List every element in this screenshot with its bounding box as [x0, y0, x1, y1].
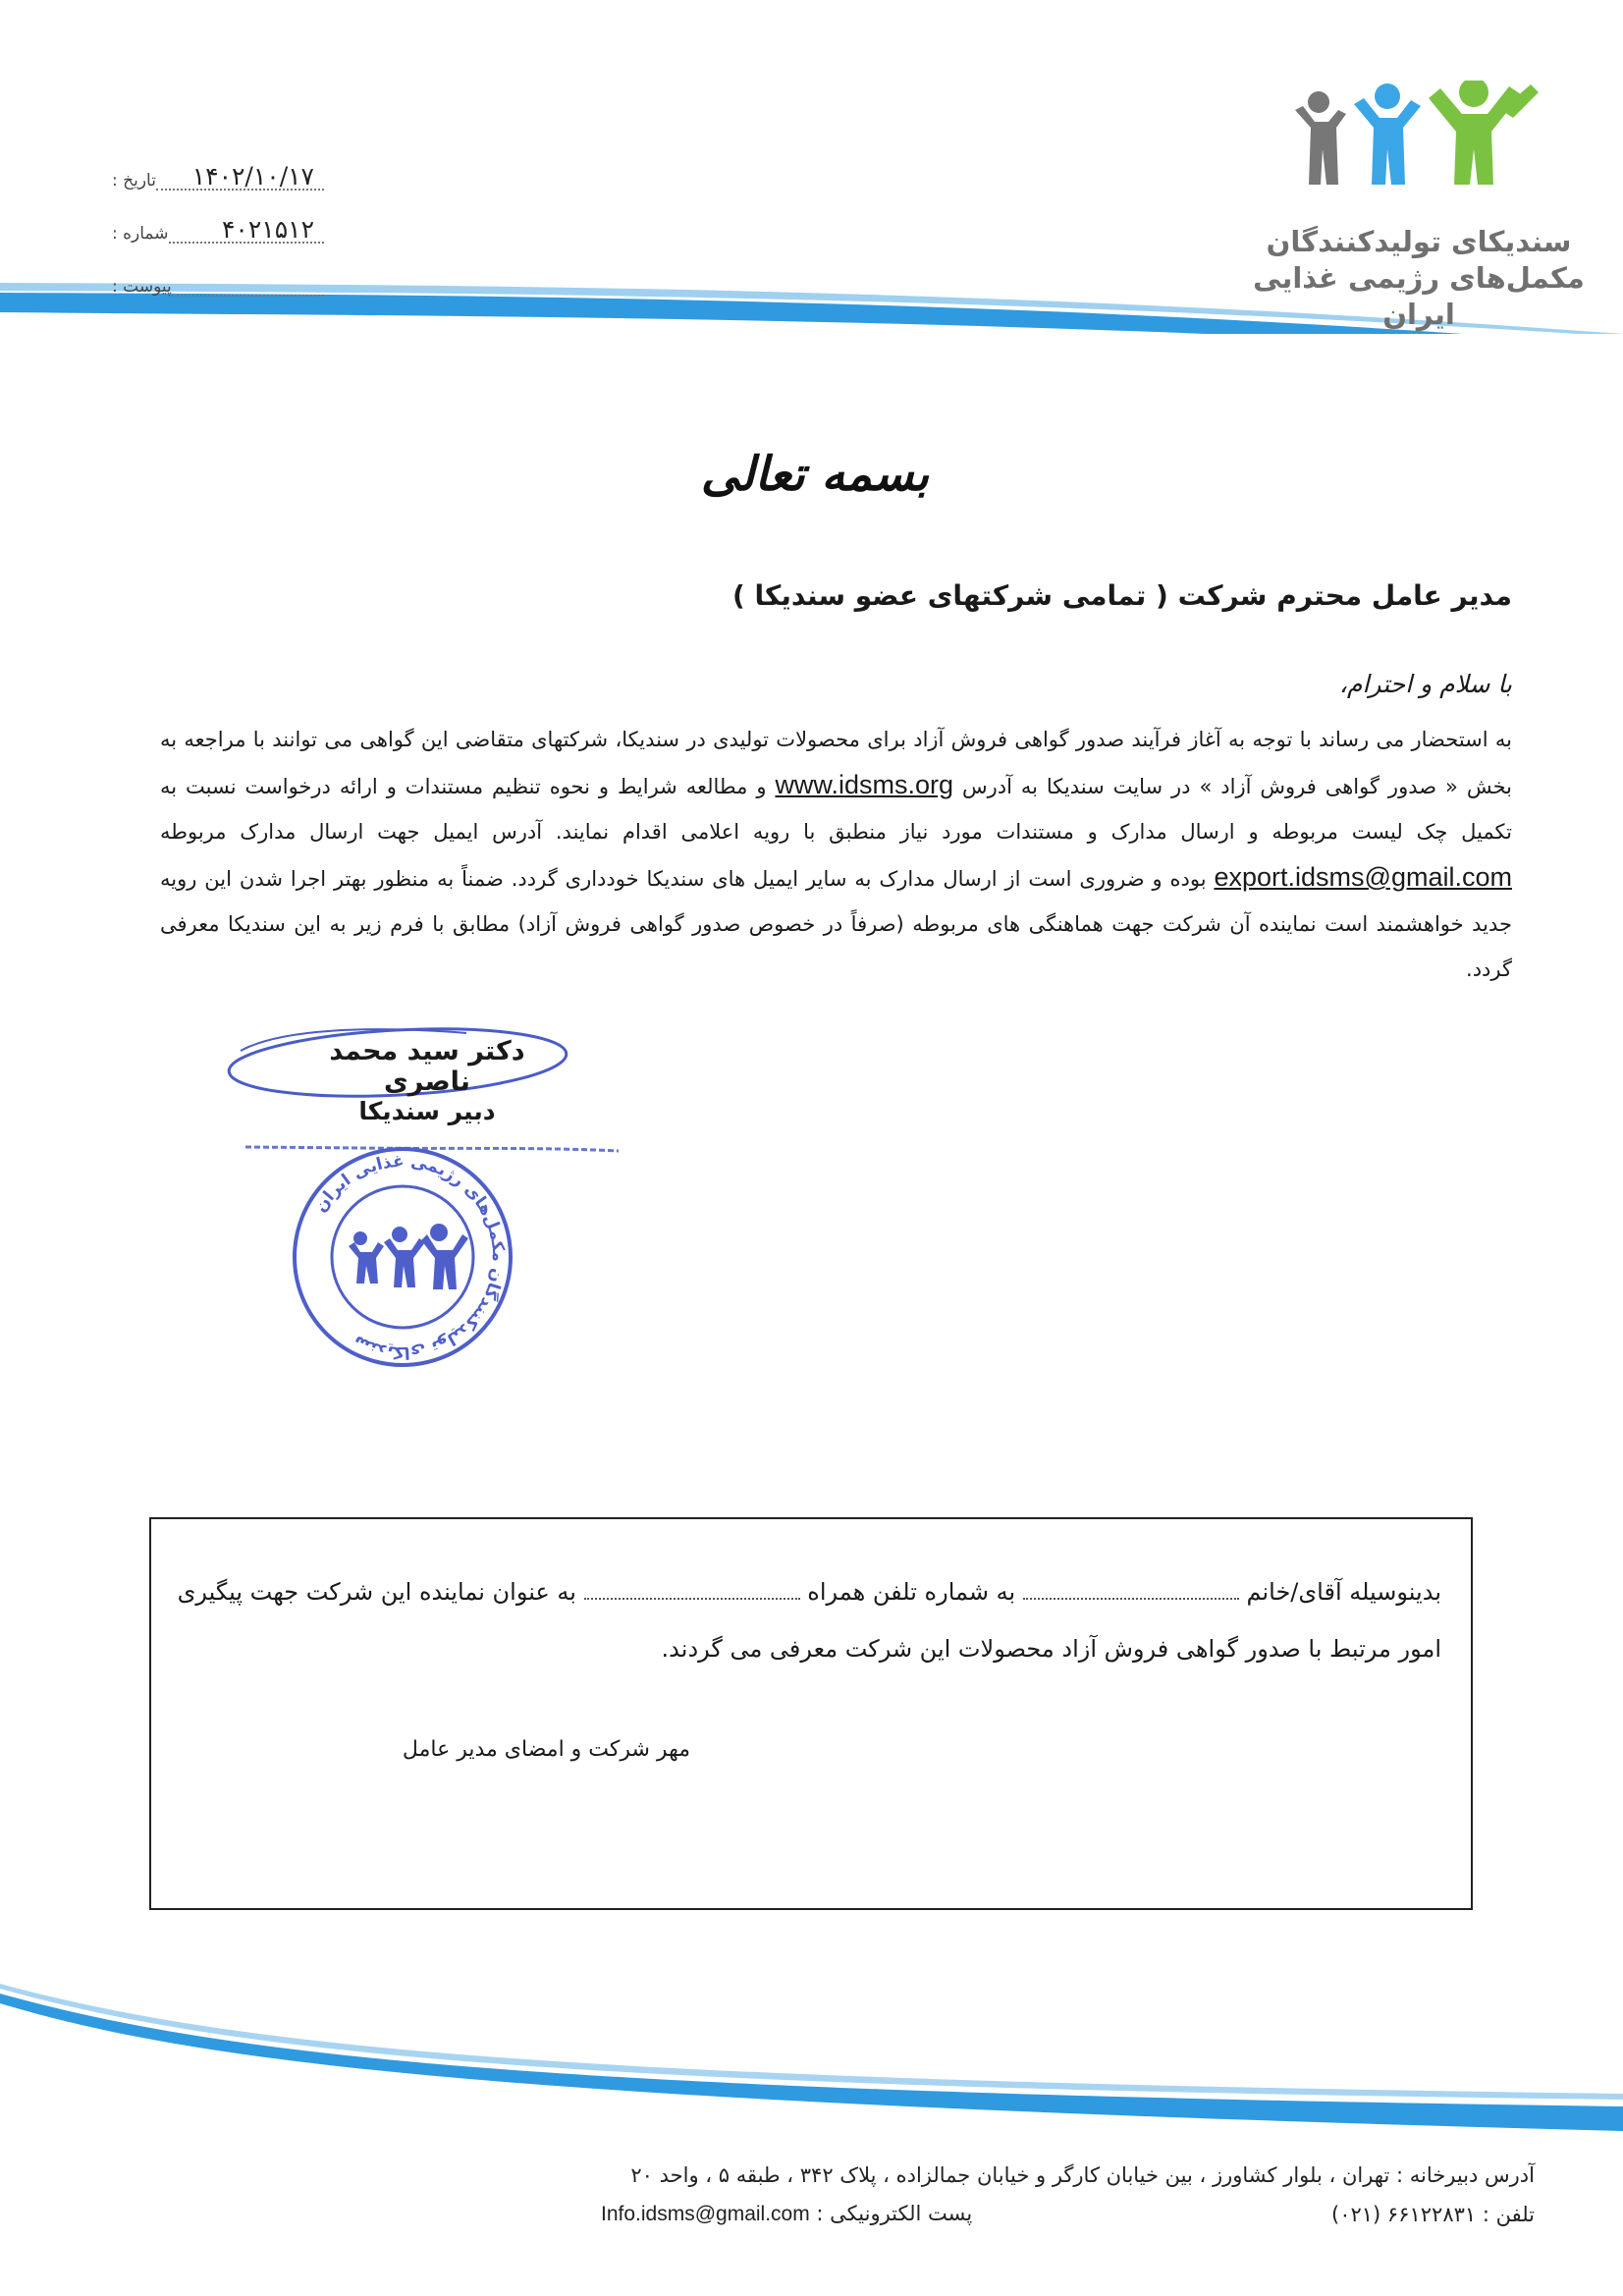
- footer-address: آدرس دبیرخانه : تهران ، بلوار کشاورز ، بین خیابان کارگر و خیابان جمالزاده ، پلاک ۳۴۲ ، طبقه ۵ ، واحد ۲۰: [630, 2163, 1535, 2187]
- website-link[interactable]: www.idsms.org: [775, 770, 953, 799]
- signer-title: دبیر سندیکا: [358, 1097, 496, 1125]
- recipient-line: مدیر عامل محترم شرکت ( تمامی شرکتهای عضو سندیکا ): [731, 579, 1512, 612]
- org-name-line-3: ایران: [1382, 298, 1455, 331]
- form-text-b: به شماره تلفن همراه: [807, 1578, 1016, 1606]
- number-row: [108, 191, 324, 244]
- date-row: [108, 137, 324, 191]
- stamp-icon: [290, 1144, 515, 1370]
- org-name: [1242, 224, 1596, 333]
- body-part-2: و مطالعه شرایط و نحوه تنظیم مستندات و ارائه درخواست نسبت به تکمیل چک لیست مربوطه و ارسال مدارک و مستندات مورد نیاز منطبق با رویه اعلامی اقدام نمایند. آدرس ایمیل جهت ارسال مدارک مربوطه: [160, 775, 1512, 844]
- signer-name: دکتر سید محمد ناصری: [329, 1036, 525, 1097]
- name-fill-field[interactable]: [1023, 1582, 1239, 1600]
- footer-email-label: پست الکترونیکی :: [816, 2202, 973, 2225]
- footer-email-link[interactable]: Info.idsms@gmail.com: [601, 2203, 810, 2225]
- three-children-logo-icon: [1291, 81, 1566, 187]
- letter-body: [160, 717, 1512, 992]
- body-part-3: بوده و ضروری است از ارسال مدارک به سایر ایمیل های سندیکا خودداری گردد. ضمناً به منظور بهتر اجرا شدن این رویه جدید خواهشمند است نماینده آن شرکت جهت هماهنگی های مربوطه (صرفاً در خصوص صدور گواهی فروش آزاد) مطابق با فرم زیر به این سندیکا معرفی گردد.: [160, 867, 1512, 981]
- org-name-line-1: سندیکای تولیدکنندگان: [1266, 225, 1572, 258]
- attachment-row: [108, 244, 324, 297]
- number-value: ۴۰۲۱۵۱۲: [222, 215, 314, 244]
- greeting: با سلام و احترام،: [1338, 670, 1512, 698]
- form-text-c: به عنوان نماینده این شرکت جهت پیگیری: [177, 1578, 576, 1606]
- footer-swoosh: [0, 1984, 1623, 2141]
- body-part-1: به استحضار می رساند با توجه به آغاز فرآیند صدور گواهی فروش آزاد برای محصولات تولیدی در سندیکا، شرکتهای متقاضی این گواهی می توانند با مراجعه به بخش « صدور گواهی فروش آزاد » در سایت سندیکا به آدرس: [160, 728, 1512, 798]
- form-text-a: بدینوسیله آقای/خانم: [1246, 1578, 1441, 1606]
- footer-phone: تلفن : ۶۶۱۲۲۸۳۱ (۰۲۱): [1331, 2203, 1535, 2226]
- export-email-link[interactable]: export.idsms@gmail.com: [1214, 862, 1512, 892]
- representative-form: [149, 1517, 1473, 1910]
- attachment-label: پیوست :: [112, 277, 172, 297]
- footer-email-block: [601, 2202, 972, 2226]
- bismillah-heading: بسمه تعالی: [700, 447, 930, 502]
- form-sign-label: مهر شرکت و امضای مدیر عامل: [402, 1737, 690, 1762]
- number-label: شماره :: [112, 224, 169, 244]
- form-line-1: [175, 1578, 1441, 1606]
- form-line-2: امور مرتبط با صدور گواهی فروش آزاد محصولات این شرکت معرفی می گردند.: [661, 1635, 1441, 1663]
- date-value: ۱۴۰۲/۱۰/۱۷: [191, 162, 314, 191]
- phone-fill-field[interactable]: [584, 1582, 800, 1600]
- org-name-line-2: مکمل‌های رژیمی غذایی: [1253, 261, 1585, 295]
- stamp-text: سندیکای تولیدکنندگان مکمل‌های رژیمی غذایی ایران: [310, 1151, 509, 1363]
- letter-meta: [108, 137, 324, 297]
- date-label: تاریخ :: [112, 171, 156, 191]
